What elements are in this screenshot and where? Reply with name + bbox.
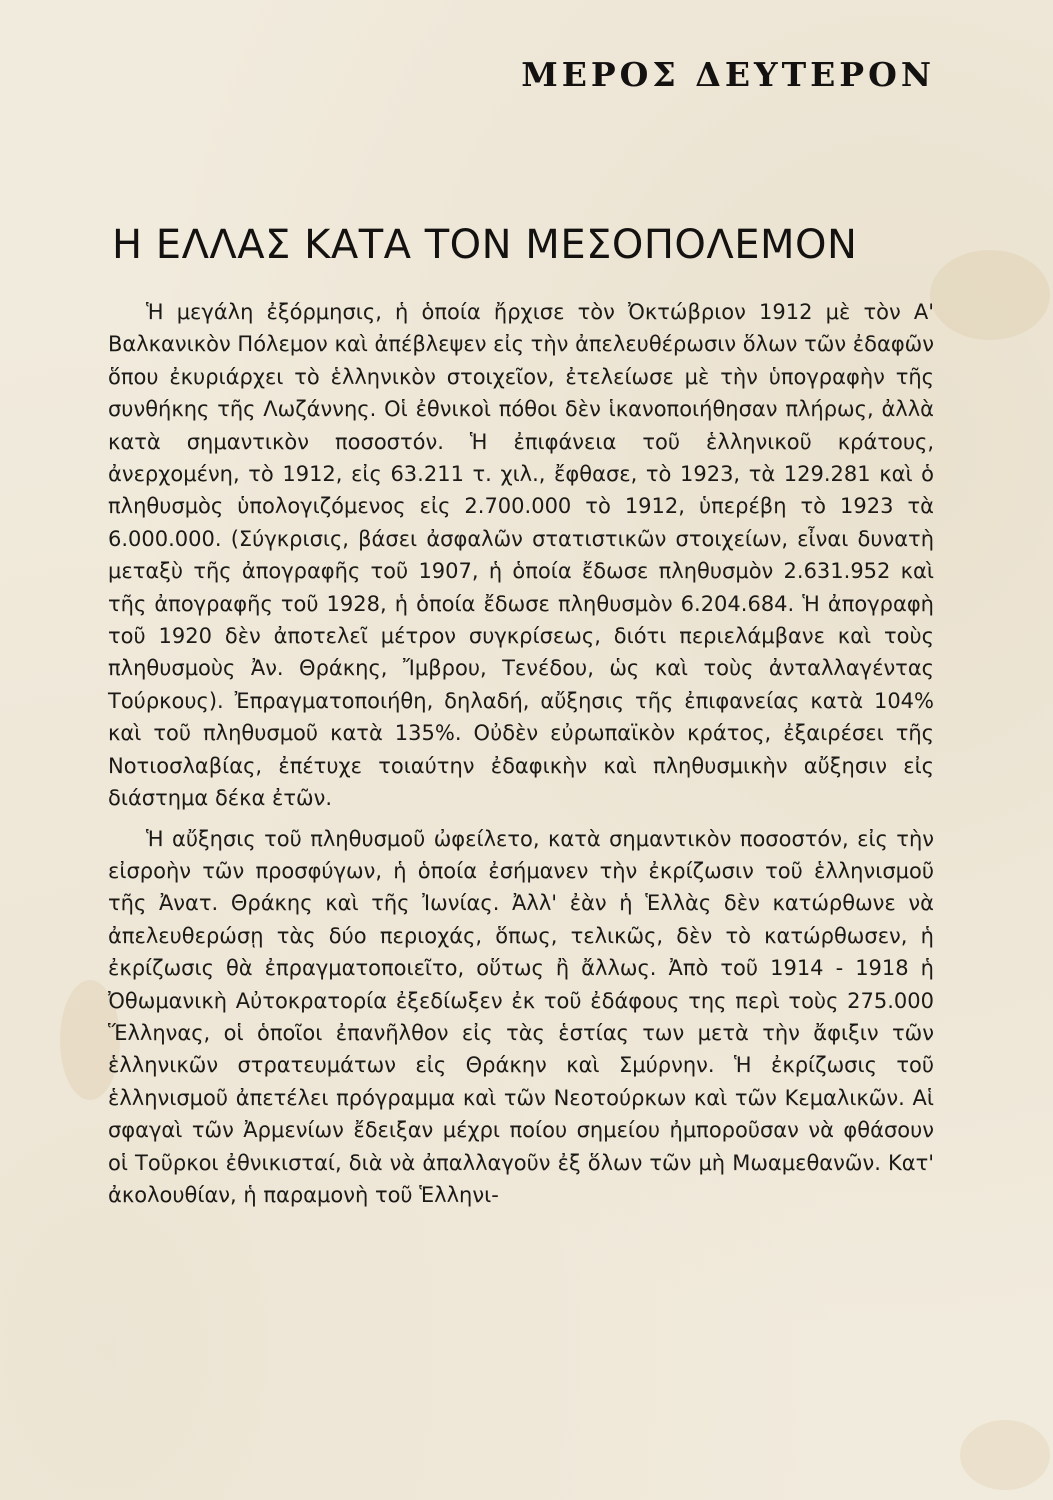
paper-stain <box>960 1420 1050 1490</box>
paragraph-1 <box>108 296 934 815</box>
chapter-body <box>108 296 934 1211</box>
paper-stain <box>930 250 1050 340</box>
part-title: ΜΕΡΟΣ ΔΕΥΤΕΡΟΝ <box>521 55 935 94</box>
paragraph-2-text: Ἡ αὔξησις τοῦ πληθυσμοῦ ὠφείλετο, κατὰ σημαντικὸν ποσοστόν, εἰς τὴν εἰσροὴν τῶν προσφύγων, ἡ ὁποία ἐσήμανεν τὴν ἐκρίζωσιν τοῦ ἑλληνισμοῦ τῆς Ἀνατ. Θράκης καὶ τῆς Ἰωνίας. Ἀλλ' ἐὰν ἡ Ἑλλὰς δὲν κατώρθωνε νὰ ἀπελευθερώσῃ τὰς δύο περιοχάς, ὅπως, τελικῶς, δὲν τὸ κατώρθωσεν, ἡ ἐκρίζωσις θὰ ἐπραγματοποιεῖτο, οὕτως ἢ ἄλλως. Ἀπὸ τοῦ 1914 - 1918 ἡ Ὀθωμανικὴ Αὐτοκρατορία ἐξεδίωξεν ἐκ τοῦ ἐδάφους της περὶ τοὺς 275.000 Ἕλληνας, οἱ ὁποῖοι ἐπανῆλθον εἰς τὰς ἑστίας των μετὰ τὴν ἄφιξιν τῶν ἑλληνικῶν στρατευμάτων εἰς Θράκην καὶ Σμύρνην. Ἡ ἐκρίζωσις τοῦ ἑλληνισμοῦ ἀπετέλει πρόγραμμα καὶ τῶν Νεοτούρκων καὶ τῶν Κεμαλικῶν. Αἱ σφαγαὶ τῶν Ἀρμενίων ἔδειξαν μέχρι ποίου σημείου ἠμποροῦσαν νὰ φθάσουν οἱ Τοῦρκοι ἐθνικισταί, διὰ νὰ ἀπαλλαγοῦν ἐξ ὅλων τῶν μὴ Μωαμεθανῶν. Κατ' ἀκολουθίαν, ἡ παραμονὴ τοῦ Ἑλληνι- <box>108 826 934 1207</box>
paragraph-1-text: Ἡ μεγάλη ἐξόρμησις, ἡ ὁποία ἤρχισε τὸν Ὀκτώβριον 1912 μὲ τὸν Α' Βαλκανικὸν Πόλεμον καὶ ἀπέβλεψεν εἰς τὴν ἀπελευθέρωσιν ὅλων τῶν ἐδαφῶν ὅπου ἐκυριάρχει τὸ ἑλληνικὸν στοιχεῖον, ἐτελείωσε μὲ τὴν ὑπογραφὴν τῆς συνθήκης τῆς Λωζάννης. Οἱ ἐθνικοὶ πόθοι δὲν ἱκανοποιήθησαν πλήρως, ἀλλὰ κατὰ σημαντικὸν ποσοστόν. Ἡ ἐπιφάνεια τοῦ ἑλληνικοῦ κράτους, ἀνερχομένη, τὸ 1912, εἰς 63.211 τ. χιλ., ἔφθασε, τὸ 1923, τὰ 129.281 καὶ ὁ πληθυσμὸς ὑπολογιζόμενος εἰς 2.700.000 τὸ 1912, ὑπερέβη τὸ 1923 τὰ 6.000.000. (Σύγκρισις, βάσει ἀσφαλῶν στατιστικῶν στοιχείων, εἶναι δυνατὴ μεταξὺ τῆς ἀπογραφῆς τοῦ 1907, ἡ ὁποία ἔδωσε πληθυσμὸν 2.631.952 καὶ τῆς ἀπογραφῆς τοῦ 1928, ἡ ὁποία ἔδωσε πληθυσμὸν 6.204.684. Ἡ ἀπογραφὴ τοῦ 1920 δὲν ἀποτελεῖ μέτρον συγκρίσεως, διότι περιελάμβανε καὶ τοὺς πληθυσμοὺς Ἀν. Θράκης, Ἴμβρου, Τενέδου, ὡς καὶ τοὺς ἀνταλλαγέντας Τούρκους). Ἐπραγματοποιήθη, δηλαδή, αὔξησις τῆς ἐπιφανείας κατὰ 104% καὶ τοῦ πληθυσμοῦ κατὰ 135%. Οὐδὲν εὐρωπαϊκὸν κράτος, ἐξαιρέσει τῆς Νοτιοσλαβίας, ἐπέτυχε τοιαύτην ἐδαφικὴν καὶ πληθυσμικὴν αὔξησιν εἰς διάστημα δέκα ἐτῶν. <box>108 300 934 811</box>
chapter-title: Η ΕΛΛΑΣ ΚΑΤΑ ΤΟΝ ΜΕΣΟΠΟΛΕΜΟΝ <box>112 222 858 268</box>
paragraph-2 <box>108 823 934 1212</box>
